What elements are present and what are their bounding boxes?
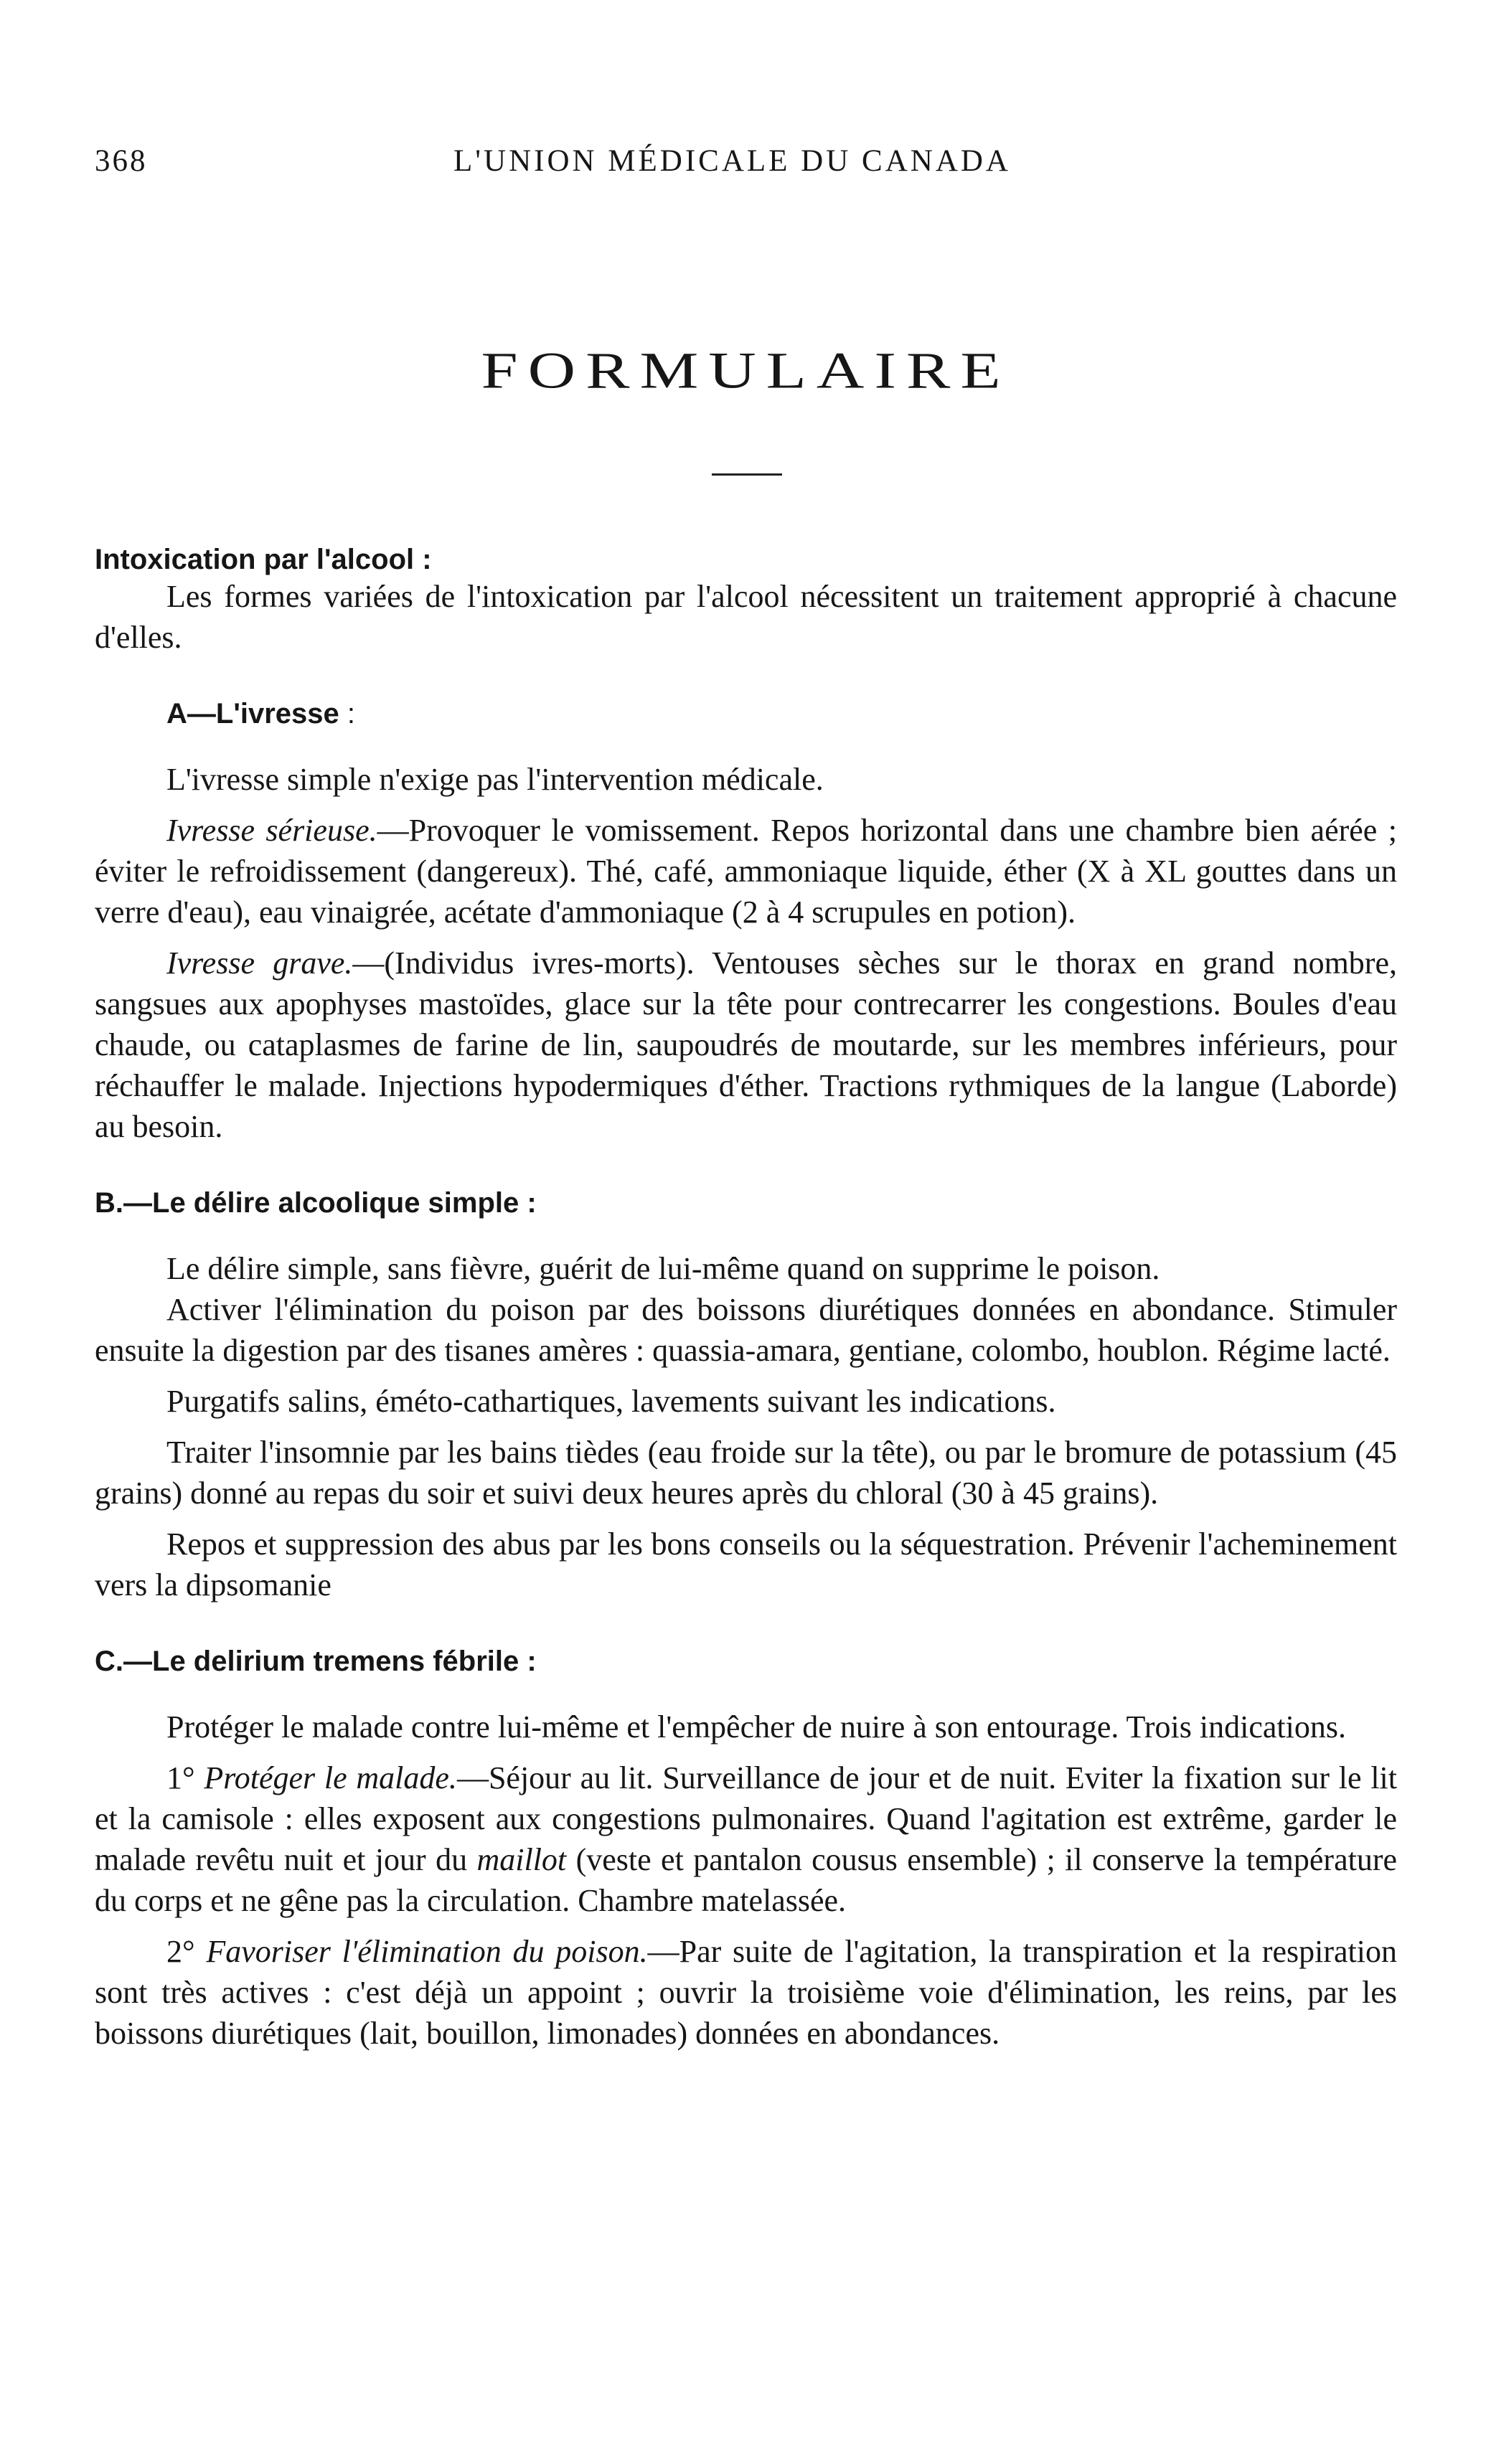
section-b-letter: B bbox=[95, 1187, 116, 1219]
section-a-paragraph-1: L'ivresse simple n'exige pas l'intervention médicale. bbox=[166, 762, 824, 797]
section-c-p3-lead: Favoriser l'élimination du poison. bbox=[206, 1934, 648, 1969]
section-c-paragraph-3 bbox=[95, 1931, 1397, 2054]
intro-heading: Intoxication par l'alcool : bbox=[95, 544, 432, 575]
section-c-p2-number: 1° bbox=[166, 1760, 204, 1795]
section-a-p3-text: —(Individus ivres-morts). Ventouses sèches sur le thorax en grand nombre, sangsues aux apophyses mastoïdes, glace sur la tête pour contrecarrer les congestions. Boules d'eau chaude, ou cataplasmes de farine de lin, saupoudrés de moutarde, sur les membres inférieurs, pour réchauffer le malade. Injections hypodermiques d'éther. Tractions rythmiques de la langue (Laborde) au besoin. bbox=[95, 945, 1397, 1144]
title-divider bbox=[712, 473, 782, 476]
section-c-p2-text-a: —Séjour au lit. Surveillance de jour et de nuit. Eviter la fixation sur le lit et la camisole : elles exposent aux congestions pulmonaires. Quand l'agitation est extrême, garder le malade revêtu nuit et jour du bbox=[95, 1760, 1397, 1877]
section-b-colon: : bbox=[519, 1187, 537, 1219]
section-a-heading bbox=[95, 698, 1397, 730]
section-a-colon: : bbox=[339, 698, 355, 730]
section-c-colon: : bbox=[519, 1646, 537, 1677]
section-b-heading bbox=[95, 1187, 1397, 1219]
section-a-p3-lead: Ivresse grave. bbox=[166, 945, 353, 981]
section-c-p2-lead: Protéger le malade. bbox=[204, 1760, 457, 1795]
article-body bbox=[95, 544, 1397, 2054]
section-a-paragraph-3 bbox=[95, 943, 1397, 1147]
section-b-label: .—Le délire alcoolique simple bbox=[115, 1187, 519, 1219]
section-a-paragraph-2 bbox=[95, 810, 1397, 933]
section-b-paragraph-3: Purgatifs salins, éméto-cathartiques, lavements suivant les indications. bbox=[166, 1384, 1056, 1419]
section-a-label: —L'ivresse bbox=[187, 698, 339, 730]
section-c-p2-text-b: (veste et pantalon cousus ensemble) ; il conserve la température du corps et ne gêne pas la circulation. Chambre matelassée. bbox=[95, 1842, 1397, 1918]
section-c-paragraph-2 bbox=[95, 1757, 1397, 1921]
section-c-paragraph-1: Protéger le malade contre lui-même et l'empêcher de nuire à son entourage. Trois indications. bbox=[166, 1709, 1346, 1745]
section-c-p2-italic-word: maillot bbox=[476, 1842, 567, 1877]
section-c-p3-text: —Par suite de l'agitation, la transpiration et la respiration sont très actives : c'est déjà un appoint ; ouvrir la troisième voie d'élimination, les reins, par les boissons diurétiques (lait, bouillon, limonades) données en abondances. bbox=[95, 1934, 1397, 2051]
page-title: FORMULAIRE bbox=[481, 341, 1011, 400]
section-a-p2-lead: Ivresse sérieuse. bbox=[166, 813, 377, 848]
section-c-letter: C bbox=[95, 1646, 116, 1677]
section-b-paragraph-2: Activer l'élimination du poison par des boissons diurétiques données en abondance. Stimuler ensuite la digestion par des tisanes amères : quassia-amara, gentiane, colombo, houblon. Régime lacté. bbox=[95, 1292, 1397, 1368]
section-b-paragraph-1: Le délire simple, sans fièvre, guérit de lui-même quand on supprime le poison. bbox=[166, 1251, 1160, 1286]
section-c-label: .—Le delirium tremens fébrile bbox=[115, 1646, 519, 1677]
section-c-p3-number: 2° bbox=[166, 1934, 207, 1969]
section-a-p2-text: —Provoquer le vomissement. Repos horizontal dans une chambre bien aérée ; éviter le refroidissement (dangereux). Thé, café, ammoniaque liquide, éther (X à XL gouttes dans un verre d'eau), eau vinaigrée, acétate d'ammoniaque (2 à 4 scrupules en potion). bbox=[95, 813, 1397, 930]
section-b-paragraph-5: Repos et suppression des abus par les bons conseils ou la séquestration. Prévenir l'acheminement vers la dipsomanie bbox=[95, 1526, 1397, 1602]
running-head bbox=[95, 143, 1397, 187]
section-b-paragraph-4: Traiter l'insomnie par les bains tièdes (eau froide sur la tête), ou par le bromure de potassium (45 grains) donné au repas du soir et suivi deux heures après du chloral (30 à 45 grains). bbox=[95, 1435, 1397, 1511]
journal-title: L'UNION MÉDICALE DU CANADA bbox=[453, 144, 1011, 178]
page-number: 368 bbox=[95, 144, 148, 178]
section-a-letter: A bbox=[166, 698, 187, 730]
section-c-heading bbox=[95, 1646, 1397, 1678]
intro-paragraph: Les formes variées de l'intoxication par l'alcool nécessitent un traitement approprié à chacune d'elles. bbox=[95, 579, 1397, 655]
